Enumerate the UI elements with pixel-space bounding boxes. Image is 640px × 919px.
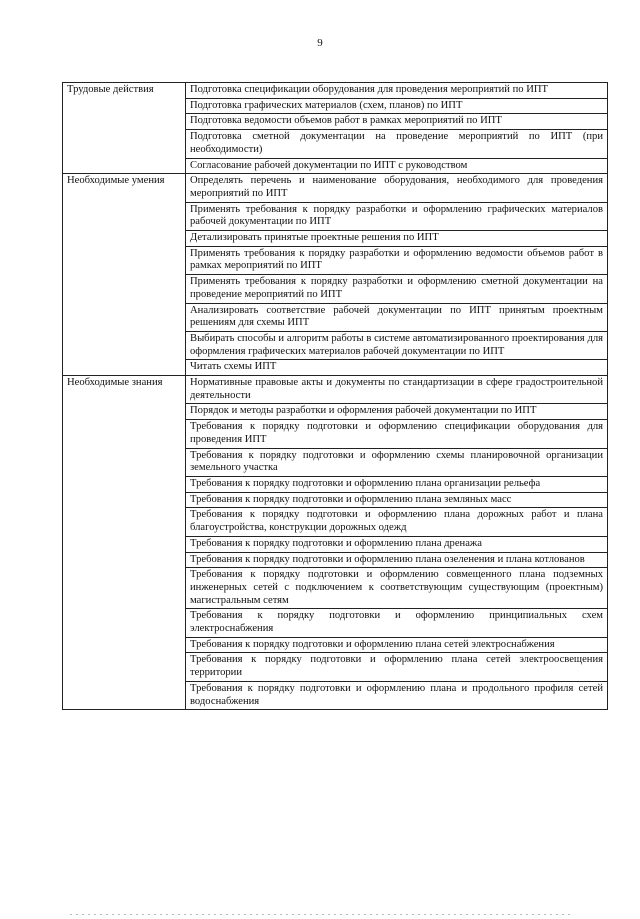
section-item: Требования к порядку подготовки и оформлению принципиальных схем электроснабжения — [186, 609, 608, 637]
table-row — [63, 83, 608, 99]
section-item: Требования к порядку подготовки и оформлению плана организации рельефа — [186, 476, 608, 492]
section-title-skills: Необходимые умения — [63, 174, 186, 376]
section-item: Требования к порядку подготовки и оформлению плана сетей электроосвещения территории — [186, 653, 608, 681]
section-item: Нормативные правовые акты и документы по стандартизации в сфере градостроительной деятельности — [186, 376, 608, 404]
section-item: Требования к порядку подготовки и оформлению плана и продольного профиля сетей водоснабжения — [186, 681, 608, 709]
section-item: Требования к порядку подготовки и оформлению плана земляных масс — [186, 492, 608, 508]
section-item: Применять требования к порядку разработки и оформлению ведомости объемов работ в рамках мероприятий по ИПТ — [186, 246, 608, 274]
section-item: Требования к порядку подготовки и оформлению плана дорожных работ и плана благоустройства, конструкции дорожных одежд — [186, 508, 608, 536]
requirements-table-body — [63, 83, 608, 710]
section-item: Детализировать принятые проектные решения по ИПТ — [186, 231, 608, 247]
section-item: Требования к порядку подготовки и оформлению схемы планировочной организации земельного участка — [186, 448, 608, 476]
section-item: Читать схемы ИПТ — [186, 360, 608, 376]
section-item: Подготовка ведомости объемов работ в рамках мероприятий по ИПТ — [186, 114, 608, 130]
section-item: Требования к порядку подготовки и оформлению плана озеленения и плана котлованов — [186, 552, 608, 568]
table-row — [63, 376, 608, 404]
section-item: Порядок и методы разработки и оформления рабочей документации по ИПТ — [186, 404, 608, 420]
section-item: Применять требования к порядку разработки и оформлению графических материалов рабочей документации по ИПТ — [186, 202, 608, 230]
section-item: Требования к порядку подготовки и оформлению спецификации оборудования для проведения ИПТ — [186, 420, 608, 448]
section-item: Подготовка спецификации оборудования для проведения мероприятий по ИПТ — [186, 83, 608, 99]
requirements-table — [62, 82, 608, 710]
section-item: Согласование рабочей документации по ИПТ с руководством — [186, 158, 608, 174]
page-number: 9 — [317, 37, 323, 49]
section-item: Анализировать соответствие рабочей документации по ИПТ принятым проектным решениям для схемы ИПТ — [186, 303, 608, 331]
section-item: Подготовка графических материалов (схем, планов) по ИПТ — [186, 98, 608, 114]
section-title-labor: Трудовые действия — [63, 83, 186, 174]
section-item: Требования к порядку подготовки и оформлению совмещенного плана подземных инженерных сетей с подключением к соответствующим существующим (проектным) магистральным сетям — [186, 568, 608, 609]
table-row — [63, 174, 608, 202]
section-item: Применять требования к порядку разработки и оформлению сметной документации на проведение мероприятий по ИПТ — [186, 275, 608, 303]
section-item: Требования к порядку подготовки и оформлению плана дренажа — [186, 536, 608, 552]
scan-edge-mark — [70, 914, 570, 915]
section-item: Требования к порядку подготовки и оформлению плана сетей электроснабжения — [186, 637, 608, 653]
section-item: Подготовка сметной документации на проведение мероприятий по ИПТ (при необходимости) — [186, 130, 608, 158]
section-title-knowledge: Необходимые знания — [63, 376, 186, 710]
section-item: Определять перечень и наименование оборудования, необходимого для проведения мероприятий по ИПТ — [186, 174, 608, 202]
section-item: Выбирать способы и алгоритм работы в системе автоматизированного проектирования для оформления графических материалов рабочей документации по ИПТ — [186, 331, 608, 359]
